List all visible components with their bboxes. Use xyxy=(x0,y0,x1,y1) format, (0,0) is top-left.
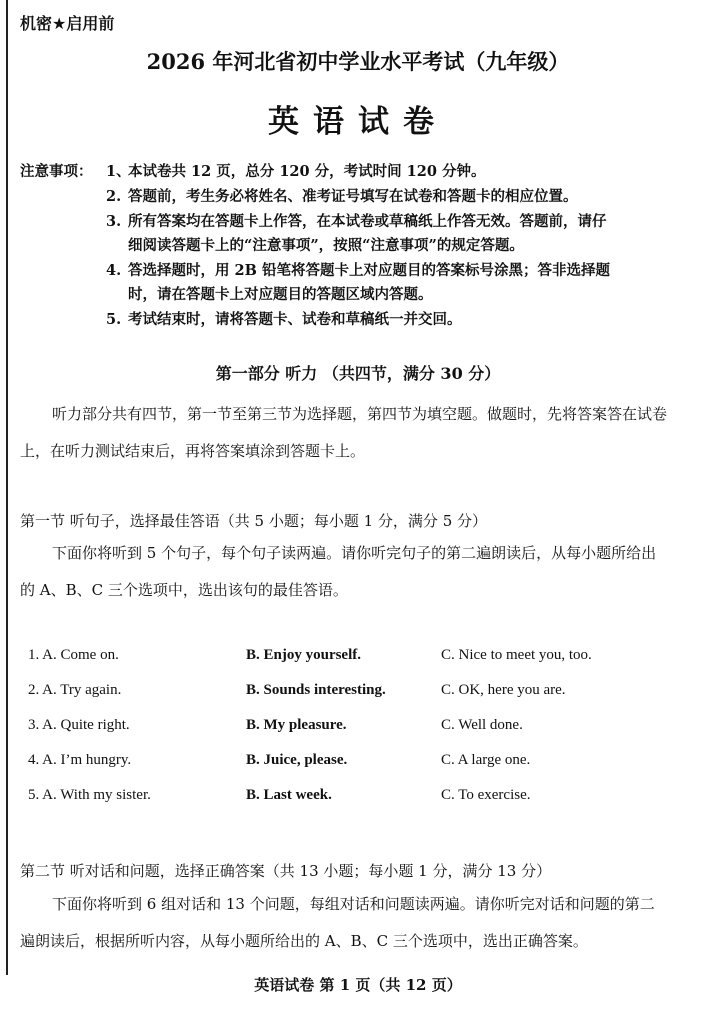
option-b: B. My pleasure. xyxy=(246,717,347,733)
part1-intro: 听力部分共有四节，第一节至第三节为选择题，第四节为填空题。做题时，先将答案答在试卷上，在听力测试结束后，再将答案填涂到答题卡上。 xyxy=(20,405,668,460)
note-number: 4. xyxy=(106,262,122,279)
option-c: C. A large one. xyxy=(441,752,531,768)
option-a: 1. A. Come on. xyxy=(28,647,119,663)
note-text: 答选择题时，用 2B 铅笔将答题卡上对应题目的答案标号涂黑；答非选择题 xyxy=(128,262,610,279)
note-text: 答题前，考生务必将姓名、准考证号填写在试卷和答题卡的相应位置。 xyxy=(128,188,578,205)
part1-title: 第一部分 听力 （共四节，满分 30 分） xyxy=(215,364,501,383)
notes-label: 注意事项： xyxy=(20,163,93,180)
note-text: 考试结束时，请将答题卡、试卷和草稿纸一并交回。 xyxy=(128,311,462,328)
question-row-2 xyxy=(28,682,688,706)
binding-rule xyxy=(6,0,8,975)
note-text: 本试卷共 12 页，总分 120 分，考试时间 120 分钟。 xyxy=(128,163,486,180)
section1-instructions: 下面你将听到 5 个句子，每个句子读两遍。请你听完句子的第二遍朗读后，从每小题所给出的 A、B、C 三个选项中，选出该句的最佳答语。 xyxy=(20,544,657,599)
exam-title: 2026 年河北省初中学业水平考试（九年级） xyxy=(146,49,570,74)
note-number: 1、 xyxy=(106,163,131,180)
note-item-1 xyxy=(106,160,688,184)
note-continuation: 细阅读答题卡上的“注意事项”，按照“注意事项”的规定答题。 xyxy=(128,237,524,254)
option-c: C. To exercise. xyxy=(441,787,531,803)
option-b: B. Last week. xyxy=(246,787,332,803)
option-a: 3. A. Quite right. xyxy=(28,717,130,733)
note-item-5 xyxy=(106,308,688,332)
option-a: 5. A. With my sister. xyxy=(28,787,151,803)
page-footer: 英语试卷 第 1 页（共 12 页） xyxy=(254,976,462,994)
option-b: B. Sounds interesting. xyxy=(246,682,386,698)
option-b: B. Enjoy yourself. xyxy=(246,647,362,663)
question-row-5 xyxy=(28,787,688,811)
option-a: 4. A. I’m hungry. xyxy=(28,752,132,768)
note-item-4 xyxy=(106,259,688,307)
question-row-1 xyxy=(28,647,688,671)
option-c: C. Well done. xyxy=(441,717,523,733)
note-item-3 xyxy=(106,210,688,258)
note-number: 5. xyxy=(106,311,122,328)
confidential-label: 机密★启用前 xyxy=(20,14,115,33)
option-c: C. OK, here you are. xyxy=(441,682,566,698)
option-a: 2. A. Try again. xyxy=(28,682,122,698)
option-c: C. Nice to meet you, too. xyxy=(441,647,592,663)
note-text: 所有答案均在答题卡上作答，在本试卷或草稿纸上作答无效。答题前，请仔 xyxy=(128,213,607,230)
section2-instructions: 下面你将听到 6 组对话和 13 个问题，每组对话和问题读两遍。请你听完对话和问题的第二遍朗读后，根据所听内容，从每小题所给出的 A、B、C 三个选项中，选出正确答案。 xyxy=(20,895,655,950)
option-b: B. Juice, please. xyxy=(246,752,348,768)
note-number: 3. xyxy=(106,213,122,230)
question-row-3 xyxy=(28,717,688,741)
note-continuation: 时，请在答题卡上对应题目的答题区域内答题。 xyxy=(128,286,433,303)
section2-heading: 第二节 听对话和问题，选择正确答案（共 13 小题；每小题 1 分，满分 13 分） xyxy=(20,862,552,880)
subject-title: 英语试卷 xyxy=(268,104,448,140)
note-item-2 xyxy=(106,185,688,209)
note-number: 2. xyxy=(106,188,122,205)
section1-heading: 第一节 听句子，选择最佳答语（共 5 小题；每小题 1 分，满分 5 分） xyxy=(20,512,488,530)
question-row-4 xyxy=(28,752,688,776)
